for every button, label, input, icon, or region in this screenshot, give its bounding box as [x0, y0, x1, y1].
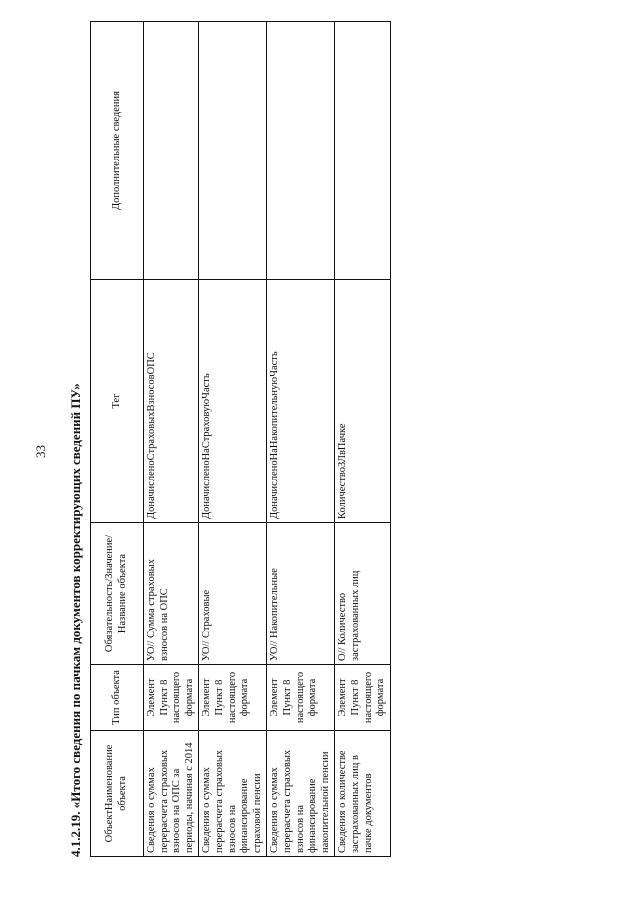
type-element: Элемент [146, 678, 157, 717]
header-extra-info: Дополнительные сведения [91, 22, 144, 280]
type-reference: Пункт 8 настоящего формата [281, 671, 319, 724]
header-tag: Тег [91, 280, 144, 523]
type-reference: Пункт 8 настоящего формата [349, 671, 387, 724]
type-reference: Пункт 8 настоящего формата [158, 671, 195, 724]
cell-object-type [267, 665, 335, 731]
cell-object-name: Сведения о суммах перерасчета страховых взносов на финансирование накопительной пенсии [267, 731, 335, 857]
type-element: Элемент [269, 678, 281, 717]
cell-requirement: УО// Сумма страховых взносов на ОПС [144, 523, 199, 665]
type-reference: Пункт 8 настоящего формата [213, 671, 251, 724]
cell-tag: КоличествоЗЛвПачке [335, 280, 390, 523]
header-object-name: ОбъектНаименование объекта [91, 731, 144, 857]
data-table [90, 21, 391, 857]
cell-object-type [199, 665, 267, 731]
cell-extra-info [199, 22, 267, 280]
table-header-row [91, 22, 144, 857]
cell-object-name: Сведения о суммах перерасчета страховых взносов на ОПС за периоды, начиная с 2014 [144, 731, 199, 857]
type-element: Элемент [201, 678, 213, 717]
table-row [335, 22, 390, 857]
rotated-page-content [68, 17, 598, 857]
cell-object-type [144, 665, 199, 731]
cell-extra-info [267, 22, 335, 280]
cell-object-name: Сведения о суммах перерасчета страховых взносов на финансирование страховой пенсии [199, 731, 267, 857]
table-row [199, 22, 267, 857]
cell-requirement: УО// Накопительные [267, 523, 335, 665]
cell-object-type [335, 665, 390, 731]
type-element: Элемент [337, 678, 349, 717]
cell-object-name: Сведения о количестве застрахованных лиц в пачке документов [335, 731, 390, 857]
cell-tag: ДоначисленоСтраховыхВзносовОПС [144, 280, 199, 523]
table-row [144, 22, 199, 857]
cell-tag: ДоначисленоНаНакопительнуюЧасть [267, 280, 335, 523]
header-requirement: Обязательность/Значение/Название объекта [91, 523, 144, 665]
cell-extra-info [335, 22, 390, 280]
header-object-type: Тип объекта [91, 665, 144, 731]
table-row [267, 22, 335, 857]
page-number: 33 [33, 445, 48, 458]
cell-extra-info [144, 22, 199, 280]
cell-requirement: О// Количество застрахованных лиц [335, 523, 390, 665]
cell-tag: ДоначисленоНаСтраховуюЧасть [199, 280, 267, 523]
section-heading: 4.1.2.19. «Итого сведения по пачкам документов корректирующих сведений ПУ» [68, 383, 83, 857]
cell-requirement: УО// Страховые [199, 523, 267, 665]
